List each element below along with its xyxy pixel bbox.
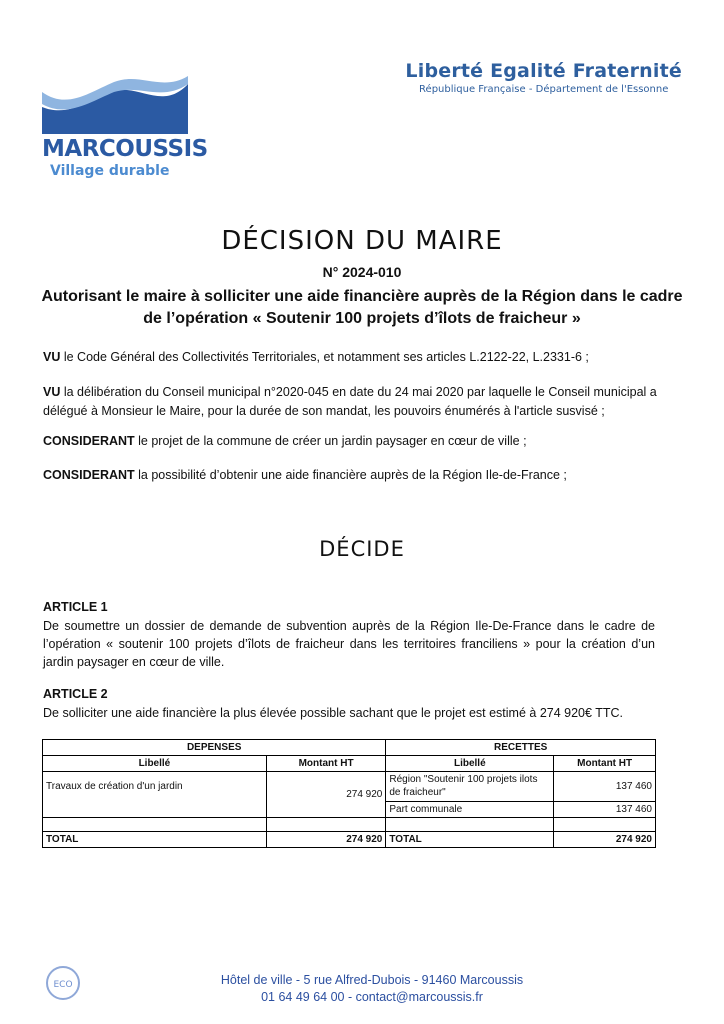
article-2-heading: ARTICLE 2 xyxy=(43,687,108,701)
table-row xyxy=(43,772,656,802)
column-header: Libellé xyxy=(386,756,554,772)
decision-subject: Autorisant le maire à solliciter une aide financière auprès de la Région dans le cadre de l’opération « Soutenir 100 projets d’îlots de fraicheur » xyxy=(41,288,683,327)
budget-table xyxy=(42,739,656,848)
article-1-text: De soumettre un dossier de demande de subvention auprès de la Région Ile-De-France dans le cadre de l’opération « soutenir 100 projets d’îlots de fraicheur dans les territoires franciliens » pour la création d’un jardin paysager en cœur de ville. xyxy=(43,619,655,669)
consideration-lead: VU xyxy=(43,385,61,399)
table-cell xyxy=(554,818,656,832)
column-header: Montant HT xyxy=(554,756,656,772)
table-row xyxy=(43,818,656,832)
consideration-lead: CONSIDERANT xyxy=(43,434,135,448)
total-depenses: 274 920 xyxy=(266,832,386,848)
table-cell xyxy=(266,818,386,832)
consideration-lead: CONSIDERANT xyxy=(43,468,135,482)
republic-motto xyxy=(405,60,682,95)
footer xyxy=(0,972,724,1006)
consideration-text: la délibération du Conseil municipal n°2020-045 en date du 24 mai 2020 par laquelle le Conseil municipal a délégué à Monsieur le Maire, pour la durée de son mandat, les pouvoirs énumérés à l'article susvisé ; xyxy=(43,385,657,418)
footer-address: Hôtel de ville - 5 rue Alfred-Dubois - 91460 Marcoussis xyxy=(220,973,524,987)
table-cell xyxy=(386,818,554,832)
consideration-text: la possibilité d’obtenir une aide financière auprès de la Région Ile-de-France ; xyxy=(134,468,567,482)
motto-main: Liberté Egalité Fraternité xyxy=(405,60,682,82)
recettes-header: RECETTES xyxy=(386,740,656,756)
total-recettes: 274 920 xyxy=(554,832,656,848)
footer-contact: 01 64 49 64 00 - contact@marcoussis.fr xyxy=(261,990,483,1004)
logo-subtitle: Village durable xyxy=(50,163,170,179)
article-1-heading: ARTICLE 1 xyxy=(43,600,108,614)
consideration-1 xyxy=(43,348,683,367)
marcoussis-logo xyxy=(42,62,208,179)
consideration-text: le projet de la commune de créer un jardin paysager en cœur de ville ; xyxy=(134,434,527,448)
total-label: TOTAL xyxy=(386,832,554,848)
consideration-3 xyxy=(43,432,683,451)
table-cell: 274 920 xyxy=(266,772,386,818)
page-title: DÉCISION DU MAIRE xyxy=(221,226,503,256)
motto-subtitle: République Française - Département de l'Essonne xyxy=(419,84,669,95)
table-cell: Part communale xyxy=(386,802,554,818)
table-row xyxy=(43,756,656,772)
table-cell xyxy=(43,818,267,832)
table-cell: Travaux de création d'un jardin xyxy=(43,772,267,818)
table-cell: 137 460 xyxy=(554,802,656,818)
table-cell: Région "Soutenir 100 projets ilots de fraicheur" xyxy=(386,772,554,802)
wave-logo-icon xyxy=(42,62,188,134)
column-header: Libellé xyxy=(43,756,267,772)
consideration-lead: VU xyxy=(43,350,61,364)
decide-heading: DÉCIDE xyxy=(319,537,405,561)
logo-title: MARCOUSSIS xyxy=(42,136,208,162)
consideration-4 xyxy=(43,466,683,485)
table-row xyxy=(43,832,656,848)
eco-label-text: ECO xyxy=(53,980,73,990)
article-2-text: De solliciter une aide financière la plus élevée possible sachant que le projet est estimé à 274 920€ TTC. xyxy=(43,706,623,720)
consideration-2 xyxy=(43,383,683,421)
depenses-header: DEPENSES xyxy=(43,740,386,756)
table-cell: 137 460 xyxy=(554,772,656,802)
decision-number: N° 2024-010 xyxy=(322,264,402,280)
table-row xyxy=(43,740,656,756)
total-label: TOTAL xyxy=(43,832,267,848)
column-header: Montant HT xyxy=(266,756,386,772)
consideration-text: le Code Général des Collectivités Territoriales, et notamment ses articles L.2122-22, L.2331-6 ; xyxy=(60,350,589,364)
